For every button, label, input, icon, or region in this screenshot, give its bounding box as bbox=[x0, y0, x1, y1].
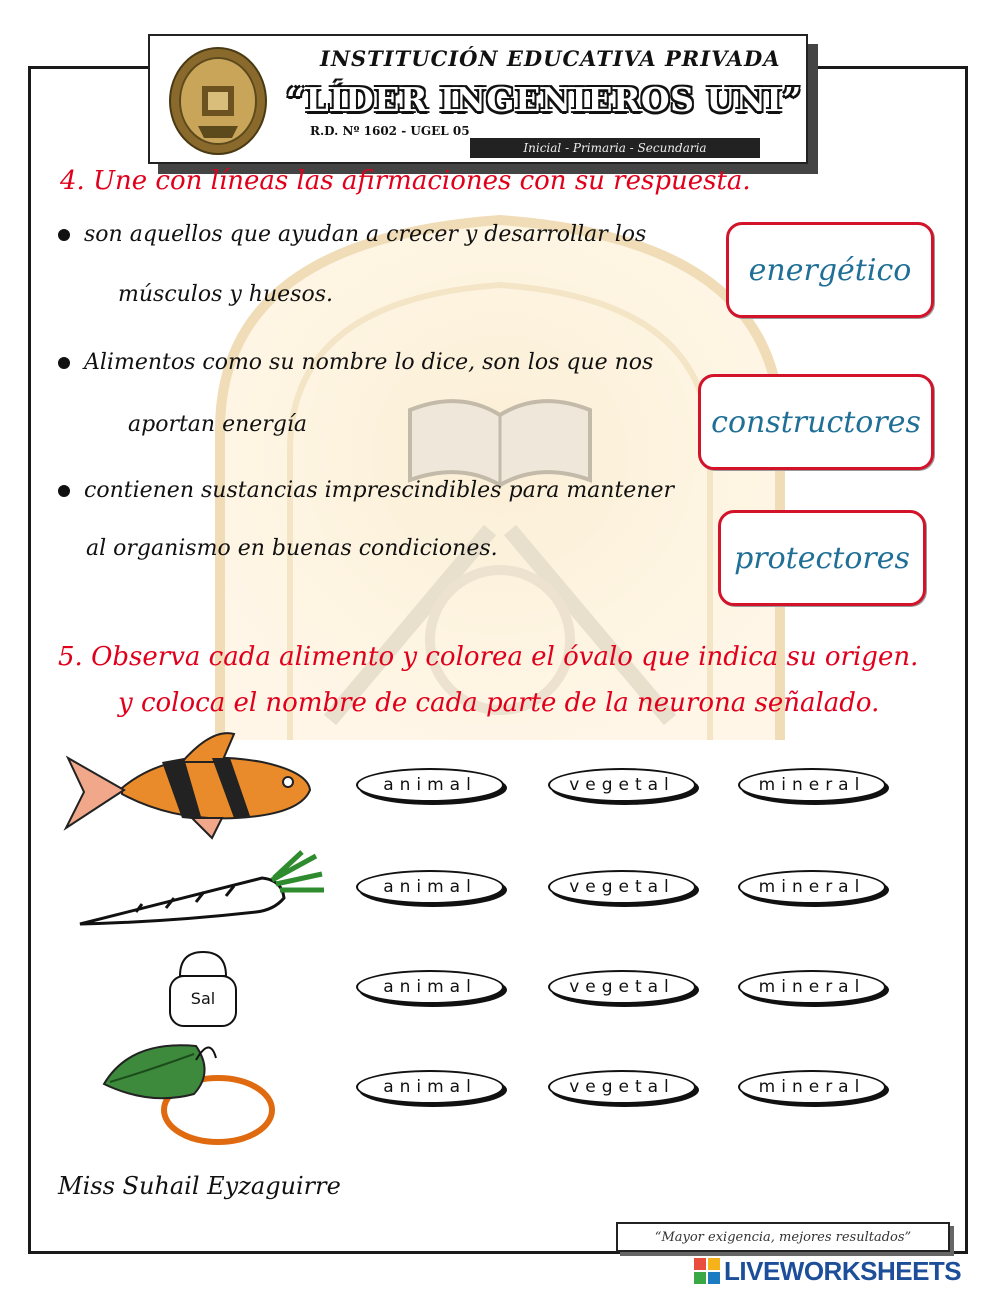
bullet-icon bbox=[58, 229, 70, 241]
question-5-title-line-2: y coloca el nombre de cada parte de la neurona señalado. bbox=[118, 688, 880, 718]
salt-label: Sal bbox=[190, 989, 216, 1008]
school-name: “LÍDER INGENIEROS UNI” bbox=[286, 80, 802, 119]
oval-mineral-carrot[interactable]: mineral bbox=[738, 870, 886, 904]
levels-bar: Inicial - Primaria - Secundaria bbox=[470, 138, 760, 158]
statement-1-line-2: músculos y huesos. bbox=[118, 282, 333, 307]
question-4-title: 4. Une con líneas las afirmaciones con su respuesta. bbox=[60, 166, 751, 196]
rd-line: R.D. Nº 1602 - UGEL 05 bbox=[310, 124, 470, 138]
school-motto: “Mayor exigencia, mejores resultados” bbox=[616, 1222, 950, 1252]
fish-icon bbox=[62, 728, 314, 840]
statement-3-line-2: al organismo en buenas condiciones. bbox=[86, 536, 498, 561]
answer-box-constructores[interactable]: constructores bbox=[698, 374, 934, 470]
teacher-signature: Miss Suhail Eyzaguirre bbox=[58, 1172, 341, 1200]
oval-vegetal-salt[interactable]: vegetal bbox=[548, 970, 696, 1004]
statement-2-line-2: aportan energía bbox=[128, 412, 308, 437]
bullet-icon bbox=[58, 357, 70, 369]
salt-shaker-icon bbox=[160, 948, 246, 1030]
liveworksheets-tiles-icon bbox=[694, 1258, 720, 1284]
school-header bbox=[148, 34, 808, 164]
oval-animal-fish[interactable]: animal bbox=[356, 768, 504, 802]
bullet-icon bbox=[58, 485, 70, 497]
oval-vegetal-fish[interactable]: vegetal bbox=[548, 768, 696, 802]
statement-3-line-1: contienen sustancias imprescindibles para mantener bbox=[58, 478, 674, 503]
oval-animal-orange[interactable]: animal bbox=[356, 1070, 504, 1104]
institution-line: INSTITUCIÓN EDUCATIVA PRIVADA bbox=[320, 46, 781, 71]
oval-mineral-fish[interactable]: mineral bbox=[738, 768, 886, 802]
school-crest-icon bbox=[168, 46, 268, 156]
statement-1-line-1: son aquellos que ayudan a crecer y desarrollar los bbox=[58, 222, 646, 247]
orange-icon bbox=[100, 1036, 276, 1146]
oval-mineral-salt[interactable]: mineral bbox=[738, 970, 886, 1004]
carrot-icon bbox=[76, 850, 324, 934]
oval-vegetal-orange[interactable]: vegetal bbox=[548, 1070, 696, 1104]
question-5-title-line-1: 5. Observa cada alimento y colorea el óvalo que indica su origen. bbox=[58, 642, 919, 672]
oval-mineral-orange[interactable]: mineral bbox=[738, 1070, 886, 1104]
oval-vegetal-carrot[interactable]: vegetal bbox=[548, 870, 696, 904]
answer-box-energetico[interactable]: energético bbox=[726, 222, 934, 318]
liveworksheets-logo[interactable] bbox=[694, 1256, 961, 1286]
oval-animal-carrot[interactable]: animal bbox=[356, 870, 504, 904]
answer-box-protectores[interactable]: protectores bbox=[718, 510, 926, 606]
oval-animal-salt[interactable]: animal bbox=[356, 970, 504, 1004]
liveworksheets-brand: LIVEWORKSHEETS bbox=[724, 1255, 962, 1286]
statement-2-line-1: Alimentos como su nombre lo dice, son los que nos bbox=[58, 350, 653, 375]
